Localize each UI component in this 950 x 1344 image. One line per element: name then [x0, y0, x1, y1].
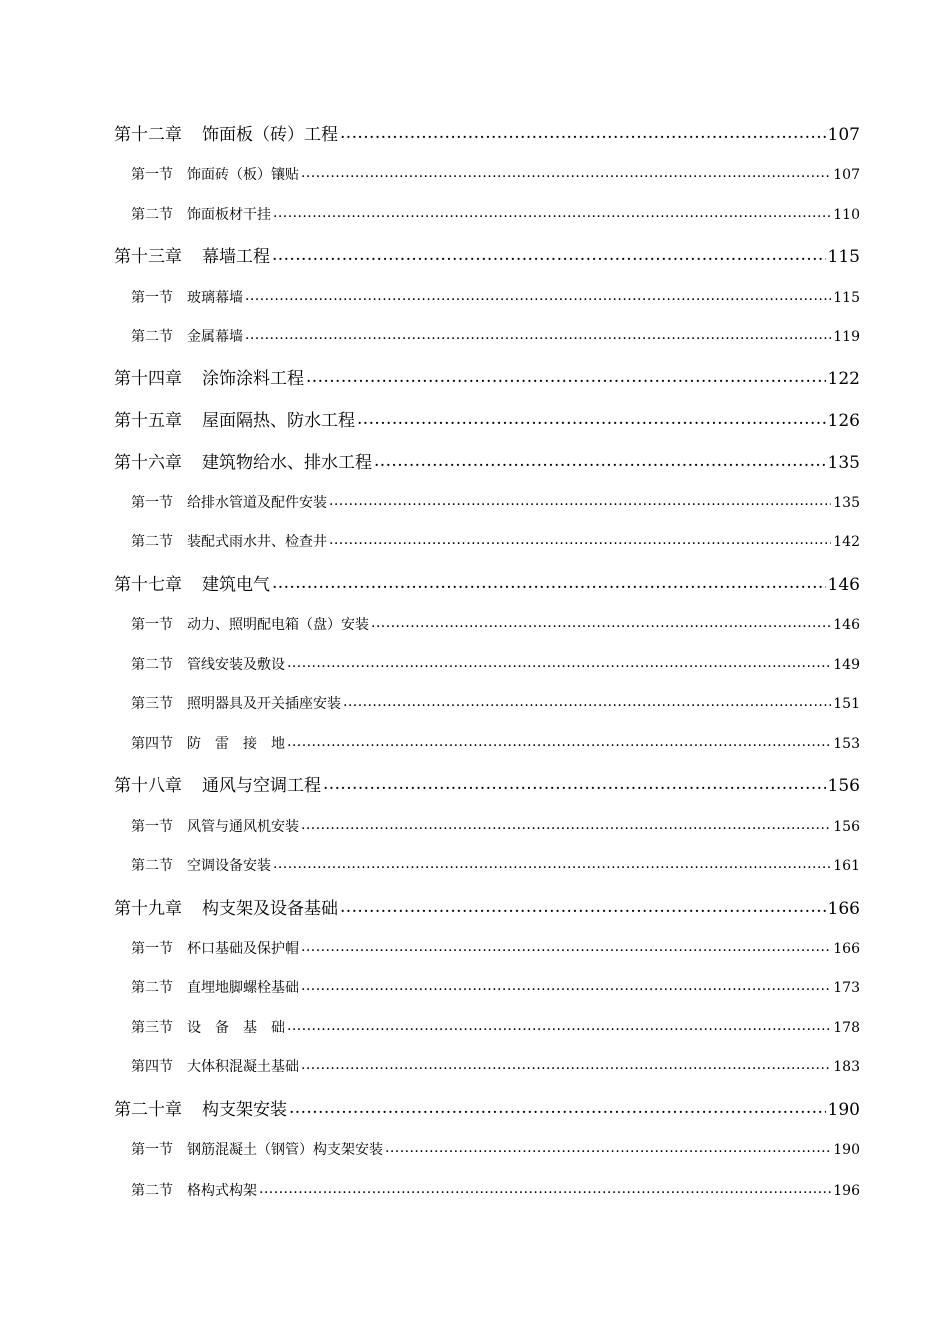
dot-leader [343, 694, 831, 708]
toc-entry-number: 第四节 [131, 1059, 173, 1075]
dot-leader [340, 897, 826, 914]
toc-page-number: 110 [833, 207, 860, 223]
toc-section-entry[interactable] [131, 1056, 860, 1076]
toc-page-number: 190 [827, 1100, 860, 1120]
dot-leader [287, 734, 831, 748]
toc-page-number: 183 [833, 1059, 860, 1075]
toc-entry-number: 第二节 [131, 657, 173, 673]
toc-chapter-entry[interactable] [114, 570, 860, 595]
toc-entry-title: 大体积混凝土基础 [187, 1059, 299, 1075]
toc-entry-title: 屋面隔热、防水工程 [202, 411, 355, 431]
toc-page-number: 153 [833, 736, 860, 752]
toc-entry-title: 构支架安装 [202, 1100, 287, 1120]
toc-entry-title: 装配式雨水井、检查井 [187, 534, 327, 550]
toc-section-entry[interactable] [131, 1017, 860, 1037]
toc-entry-number: 第三节 [131, 1020, 173, 1036]
toc-entry-number: 第二节 [131, 207, 173, 223]
dot-leader [287, 1018, 831, 1032]
toc-page-number: 151 [833, 696, 860, 712]
dot-leader [273, 205, 831, 219]
toc-entry-title: 涂饰涂料工程 [202, 369, 304, 389]
toc-entry-title: 幕墙工程 [202, 247, 270, 267]
dot-leader [301, 978, 831, 992]
toc-entry-title: 建筑电气 [202, 575, 270, 595]
toc-entry-number: 第二节 [131, 858, 173, 874]
toc-entry-number: 第一节 [131, 819, 173, 835]
toc-entry-number: 第一节 [131, 941, 173, 957]
toc-entry-title: 饰面砖（板）镶贴 [187, 167, 299, 183]
toc-page-number: 166 [833, 941, 860, 957]
toc-chapter-entry[interactable] [114, 242, 860, 267]
dot-leader [385, 1140, 831, 1154]
toc-section-entry[interactable] [131, 938, 860, 958]
toc-entry-title: 金属幕墙 [187, 329, 243, 345]
dot-leader [329, 493, 831, 507]
toc-chapter-entry[interactable] [114, 1095, 860, 1120]
toc-entry-number: 第十二章 [114, 125, 182, 145]
toc-chapter-entry[interactable] [114, 406, 860, 431]
toc-entry-title: 动力、照明配电箱（盘）安装 [187, 617, 369, 633]
toc-entry-number: 第二节 [131, 534, 173, 550]
toc-page-number: 149 [833, 657, 860, 673]
toc-page-number: 115 [833, 290, 860, 306]
toc-entry-number: 第一节 [131, 1142, 173, 1158]
toc-page-number: 135 [827, 453, 860, 473]
dot-leader [371, 615, 831, 629]
toc-page-number: 173 [833, 980, 860, 996]
toc-section-entry[interactable] [131, 693, 860, 713]
toc-section-entry[interactable] [131, 287, 860, 307]
toc-entry-title: 设 备 基 础 [187, 1020, 285, 1036]
toc-page-number: 178 [833, 1020, 860, 1036]
toc-chapter-entry[interactable] [114, 364, 860, 389]
toc-entry-title: 风管与通风机安装 [187, 819, 299, 835]
toc-section-entry[interactable] [131, 654, 860, 674]
toc-page-number: 122 [827, 369, 860, 389]
toc-entry-number: 第十七章 [114, 575, 182, 595]
dot-leader [301, 817, 831, 831]
toc-chapter-entry[interactable] [114, 894, 860, 919]
toc-entry-title: 防 雷 接 地 [187, 736, 285, 752]
toc-page-number: 135 [833, 495, 860, 511]
toc-section-entry[interactable] [131, 204, 860, 224]
dot-leader [306, 367, 826, 384]
toc-entry-number: 第四节 [131, 736, 173, 752]
toc-section-entry[interactable] [131, 531, 860, 551]
toc-entry-title: 饰面板材干挂 [187, 207, 271, 223]
dot-leader [273, 856, 831, 870]
toc-chapter-entry[interactable] [114, 771, 860, 796]
toc-entry-title: 杯口基础及保护帽 [187, 941, 299, 957]
dot-leader [323, 774, 826, 791]
dot-leader [259, 1181, 831, 1195]
toc-entry-number: 第十八章 [114, 776, 182, 796]
dot-leader [329, 532, 831, 546]
toc-page-number: 196 [833, 1183, 860, 1199]
toc-entry-number: 第十三章 [114, 247, 182, 267]
toc-entry-number: 第十六章 [114, 453, 182, 473]
dot-leader [301, 165, 831, 179]
dot-leader [289, 1098, 826, 1115]
toc-entry-title: 建筑物给水、排水工程 [202, 453, 372, 473]
toc-entry-title: 钢筋混凝土（钢管）构支架安装 [187, 1142, 383, 1158]
toc-entry-number: 第二节 [131, 1183, 173, 1199]
toc-page-number: 142 [833, 534, 860, 550]
toc-section-entry[interactable] [131, 1139, 860, 1159]
dot-leader [272, 245, 826, 262]
toc-entry-number: 第一节 [131, 290, 173, 306]
toc-entry-title: 直埋地脚螺栓基础 [187, 980, 299, 996]
toc-entry-number: 第二十章 [114, 1100, 182, 1120]
toc-entry-title: 格构式构架 [187, 1183, 257, 1199]
toc-page-number: 107 [833, 167, 860, 183]
dot-leader [272, 573, 826, 590]
dot-leader [340, 123, 826, 140]
dot-leader [245, 288, 831, 302]
toc-section-entry[interactable] [131, 733, 860, 753]
toc-entry-number: 第二节 [131, 329, 173, 345]
toc-entry-title: 给排水管道及配件安装 [187, 495, 327, 511]
toc-entry-number: 第一节 [131, 495, 173, 511]
toc-page-number: 166 [827, 899, 860, 919]
toc-entry-number: 第三节 [131, 696, 173, 712]
toc-page-number: 126 [827, 411, 860, 431]
toc-section-entry[interactable] [131, 164, 860, 184]
toc-page-number: 119 [833, 329, 860, 345]
toc-page-number: 161 [833, 858, 860, 874]
toc-section-entry[interactable] [131, 614, 860, 634]
toc-entry-title: 管线安装及敷设 [187, 657, 285, 673]
toc-entry-title: 玻璃幕墙 [187, 290, 243, 306]
toc-section-entry[interactable] [131, 816, 860, 836]
toc-entry-number: 第十四章 [114, 369, 182, 389]
dot-leader [301, 1057, 831, 1071]
toc-entry-title: 空调设备安装 [187, 858, 271, 874]
dot-leader [245, 327, 831, 341]
toc-entry-number: 第一节 [131, 167, 173, 183]
dot-leader [287, 655, 831, 669]
toc-section-entry[interactable] [131, 1180, 860, 1200]
toc-chapter-entry[interactable] [114, 120, 860, 145]
toc-entry-title: 照明器具及开关插座安装 [187, 696, 341, 712]
toc-chapter-entry[interactable] [114, 448, 860, 473]
toc-entry-number: 第一节 [131, 617, 173, 633]
toc-page-number: 107 [827, 125, 860, 145]
toc-entry-number: 第十九章 [114, 899, 182, 919]
toc-page-number: 146 [833, 617, 860, 633]
dot-leader [374, 451, 826, 468]
toc-page-number: 156 [833, 819, 860, 835]
toc-page-number: 146 [827, 575, 860, 595]
dot-leader [357, 409, 826, 426]
toc-entry-title: 通风与空调工程 [202, 776, 321, 796]
toc-page-number: 190 [833, 1142, 860, 1158]
toc-entry-title: 构支架及设备基础 [202, 899, 338, 919]
dot-leader [301, 939, 831, 953]
toc-page-number: 156 [827, 776, 860, 796]
toc-entry-number: 第二节 [131, 980, 173, 996]
toc-entry-number: 第十五章 [114, 411, 182, 431]
toc-section-entry[interactable] [131, 492, 860, 512]
toc-entry-title: 饰面板（砖）工程 [202, 125, 338, 145]
toc-section-entry[interactable] [131, 326, 860, 346]
toc-page-number: 115 [827, 247, 860, 267]
toc-section-entry[interactable] [131, 977, 860, 997]
toc-section-entry[interactable] [131, 855, 860, 875]
